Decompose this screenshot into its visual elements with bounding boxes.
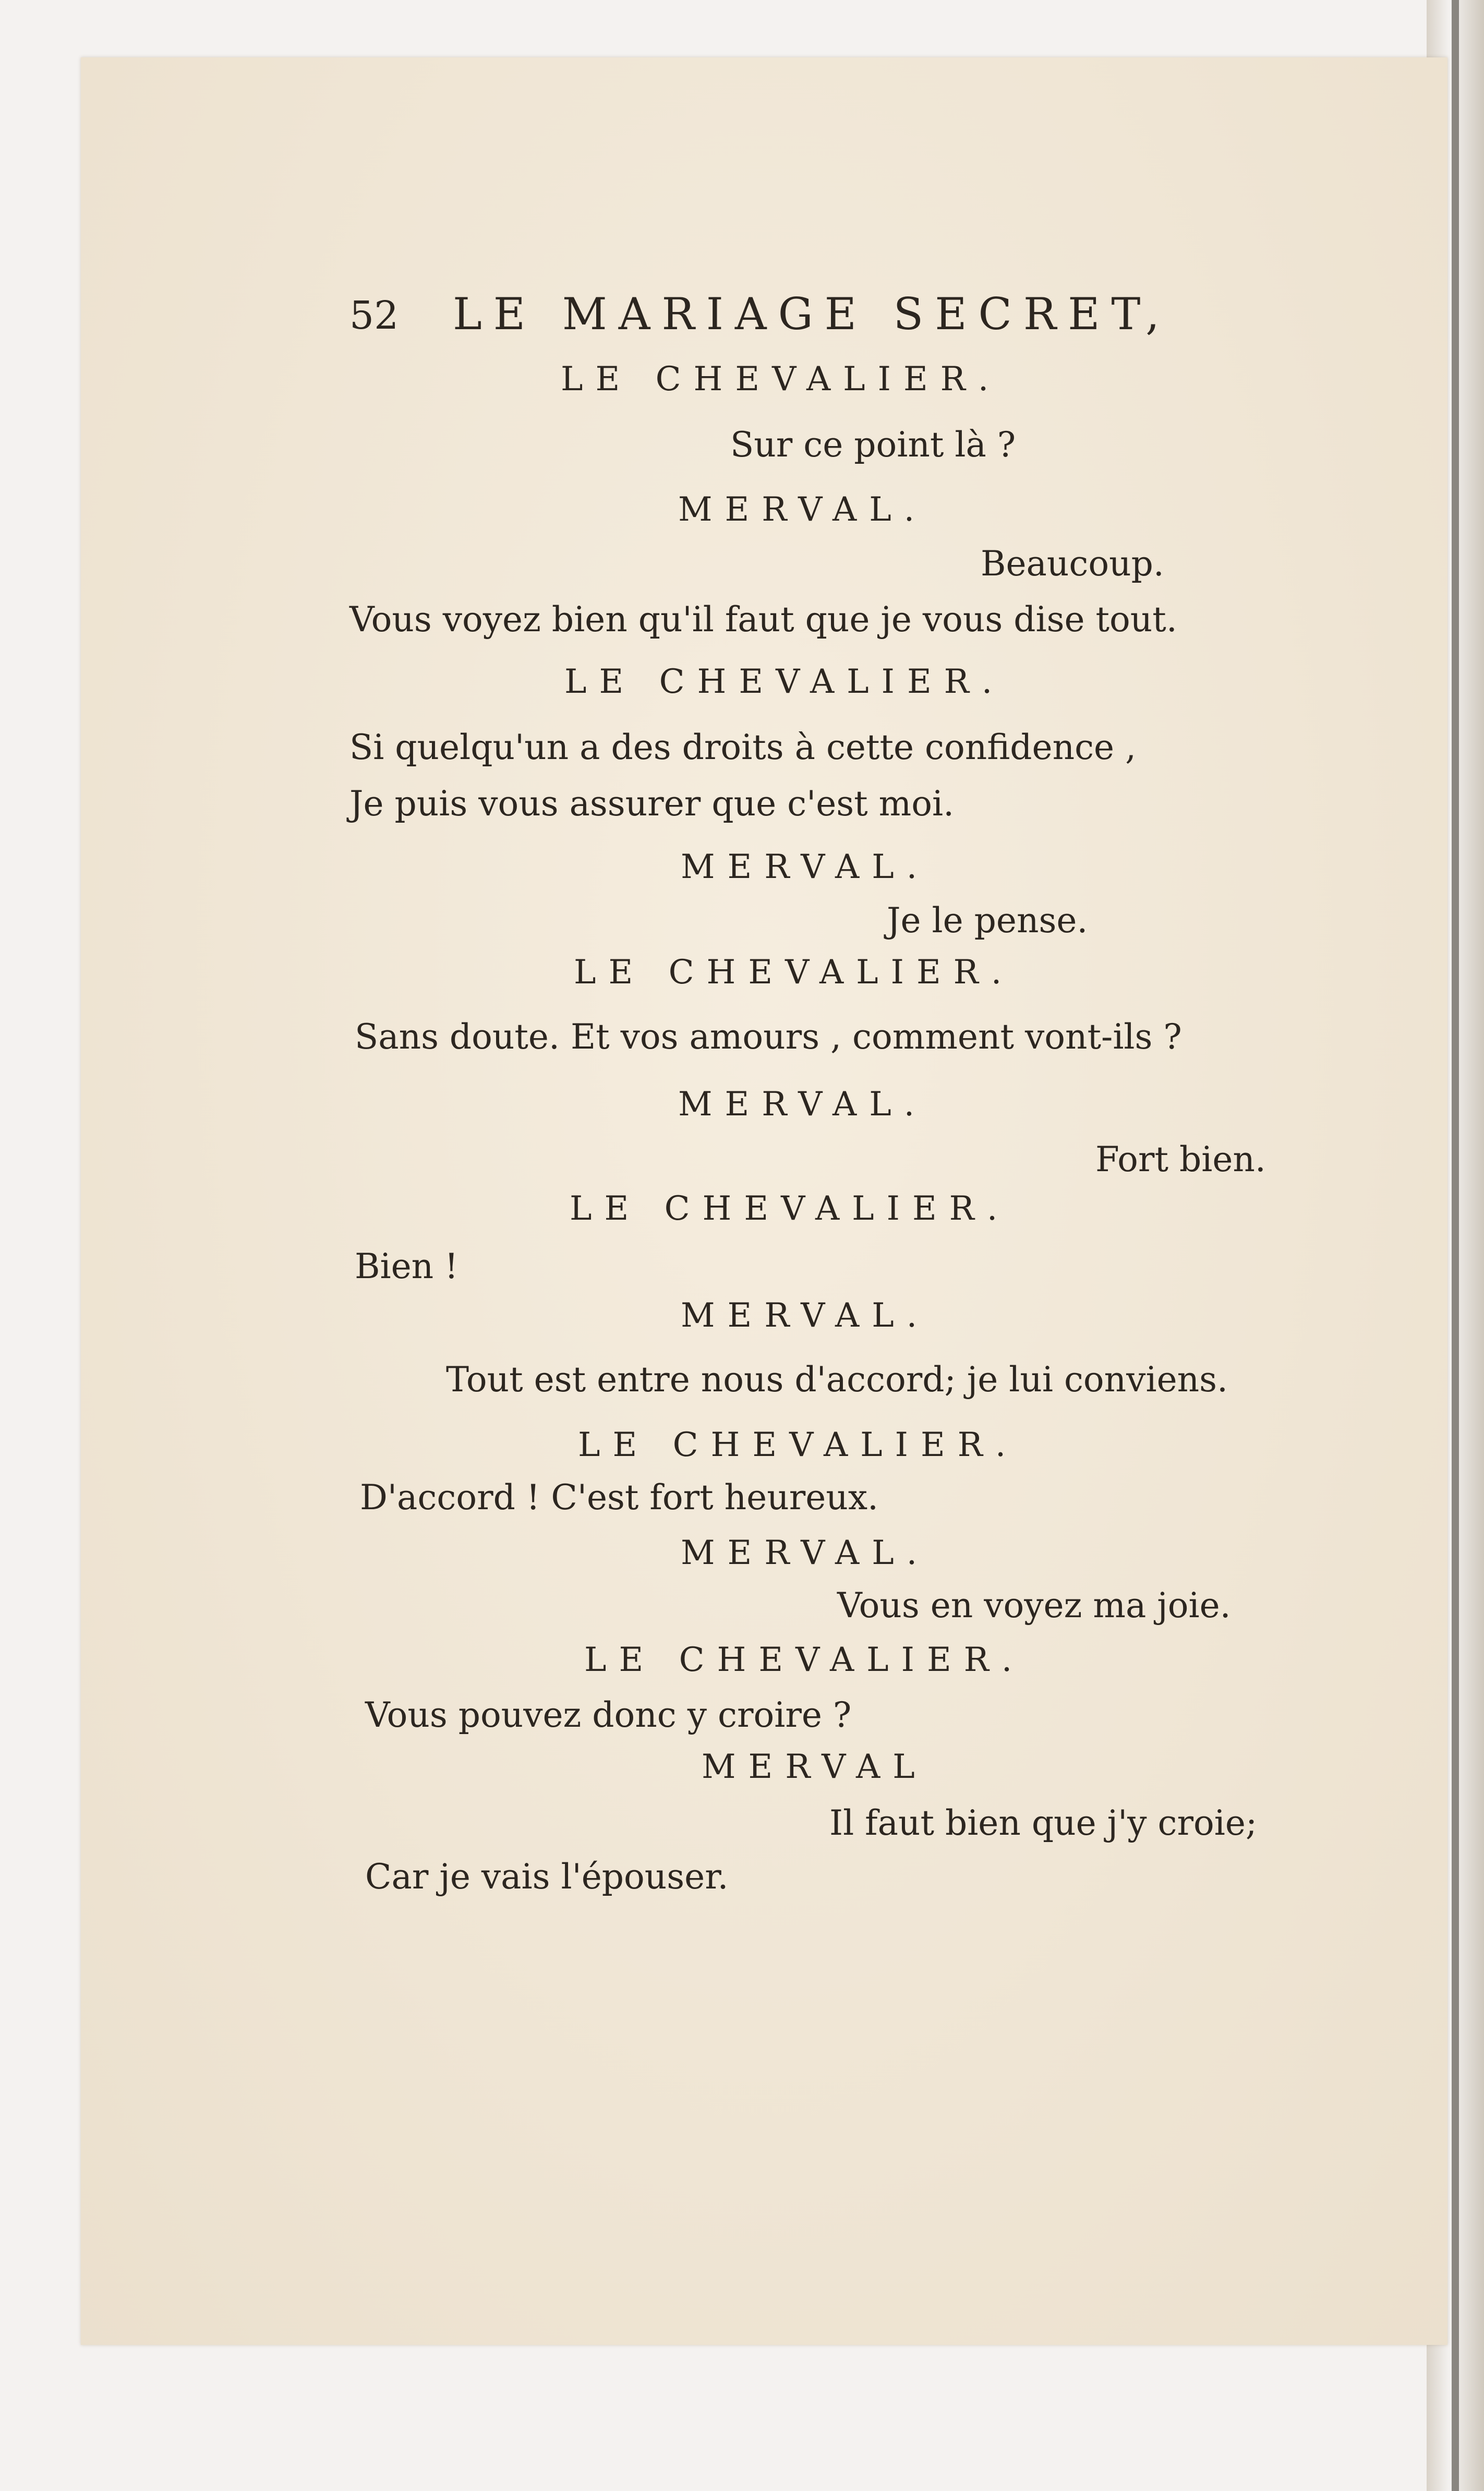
dialogue-line: Vous voyez bien qu'il faut que je vous dise tout. <box>349 599 1177 640</box>
speaker-label: MERVAL. <box>681 1534 930 1572</box>
speaker-label: LE CHEVALIER. <box>574 953 1015 992</box>
dialogue-line: Si quelqu'un a des droits à cette confidence , <box>349 727 1137 767</box>
dialogue-line: Car je vais l'épouser. <box>365 1857 729 1897</box>
dialogue-line: Je le pense. <box>887 900 1088 941</box>
dialogue-line: Sur ce point là ? <box>730 425 1016 465</box>
speaker-label: LE CHEVALIER. <box>578 1426 1019 1464</box>
speaker-label: MERVAL <box>702 1748 927 1786</box>
dialogue-line: D'accord ! C'est fort heureux. <box>360 1477 879 1518</box>
dialogue-line: Fort bien. <box>1095 1139 1266 1180</box>
dialogue-line: Il faut bien que j'y croie; <box>829 1803 1258 1843</box>
dialogue-line: Je puis vous assurer que c'est moi. <box>349 784 955 824</box>
speaker-label: MERVAL. <box>681 848 930 886</box>
dialogue-line: Bien ! <box>355 1246 459 1286</box>
page-number: 52 <box>349 293 399 338</box>
running-title: LE MARIAGE SECRET, <box>453 288 1171 340</box>
speaker-label: MERVAL. <box>678 1085 927 1124</box>
dialogue-line: Sans doute. Et vos amours , comment vont-ils ? <box>355 1017 1182 1057</box>
speaker-label: MERVAL. <box>678 490 927 529</box>
speaker-label: MERVAL. <box>681 1296 930 1335</box>
dialogue-line: Vous en voyez ma joie. <box>837 1585 1231 1626</box>
speaker-label: LE CHEVALIER. <box>584 1641 1025 1679</box>
speaker-label: LE CHEVALIER. <box>564 663 1005 701</box>
dialogue-line: Vous pouvez donc y croire ? <box>365 1695 852 1735</box>
speaker-label: LE CHEVALIER. <box>570 1189 1010 1228</box>
dialogue-line: Beaucoup. <box>981 544 1164 584</box>
dialogue-line: Tout est entre nous d'accord; je lui conviens. <box>446 1359 1228 1400</box>
speaker-label: LE CHEVALIER. <box>561 360 1002 399</box>
